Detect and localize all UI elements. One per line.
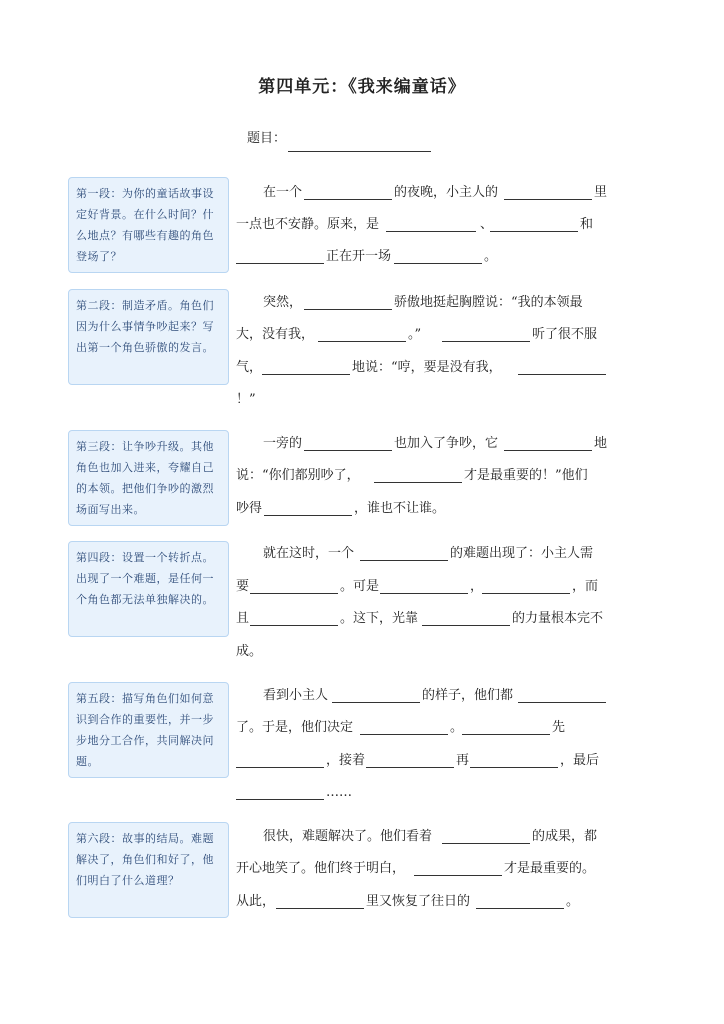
p4-line-3: [236, 606, 608, 632]
p4-line-1: [236, 541, 608, 567]
p5-blank-feeling[interactable]: [518, 702, 606, 703]
p4-text: 成。: [236, 644, 263, 659]
p2-text: 突然，: [263, 295, 303, 310]
p2-blank-claim[interactable]: [318, 341, 406, 342]
p3-text: 说：“你们都别吵了，: [236, 468, 360, 483]
p3-text: 才是最重要的！”他们: [464, 468, 588, 483]
p1-line-3: [236, 244, 608, 270]
p1-blank-role-1[interactable]: [386, 231, 476, 232]
p4-text: 就在这时，一个: [263, 546, 355, 561]
p2-text: ！”: [236, 392, 256, 407]
p1-line-2: [236, 212, 608, 238]
p4-line-2: [236, 574, 608, 600]
p5-line-2: [236, 715, 608, 741]
p1-blank-role-3[interactable]: [236, 263, 324, 264]
p2-text: 听了很不服: [532, 327, 598, 342]
p6-line-2: [236, 856, 608, 882]
p5-blank-state[interactable]: [332, 702, 420, 703]
p5-text: 先: [552, 720, 566, 735]
p2-blank-role-2[interactable]: [442, 341, 530, 342]
p2-text: 。”: [408, 327, 422, 342]
p2-text: 地说：“哼，要是没有我，: [352, 360, 502, 375]
hint-box-6: 第六段：故事的结局。难题解决了，角色们和好了，他们明白了什么道理？: [68, 822, 229, 918]
p5-blank-step-3[interactable]: [236, 799, 324, 800]
p4-blank-reason-2[interactable]: [482, 593, 570, 594]
p3-text: 一旁的: [263, 436, 303, 451]
p1-line-1: [236, 180, 608, 206]
p4-text: ，而: [572, 579, 599, 594]
p3-blank-role[interactable]: [304, 450, 392, 451]
p6-text: 。: [566, 894, 580, 909]
hint-box-4: 第四段：设置一个转折点。出现了一个难题，是任何一个角色都无法单独解决的。: [68, 541, 229, 637]
p1-text: 和: [580, 217, 594, 232]
p4-blank-role[interactable]: [422, 625, 510, 626]
p4-text: 的难题出现了：小主人需: [450, 546, 594, 561]
p6-text: 里又恢复了往日的: [366, 894, 471, 909]
hint-box-5: 第五段：描写角色们如何意识到合作的重要性，并一步步地分工合作，共同解决问题。: [68, 682, 229, 778]
p1-text: 在一个: [263, 185, 303, 200]
p6-blank-place[interactable]: [276, 908, 364, 909]
p4-text: 要: [236, 579, 250, 594]
page-title: 第四单元：《我来编童话》: [258, 77, 466, 97]
p3-blank-manner[interactable]: [504, 450, 592, 451]
p2-line-4: [236, 387, 608, 413]
hint-box-3: 第三段：让争吵升级。其他角色也加入进来，夸耀自己的本领。把他们争吵的激烈场面写出来。: [68, 430, 229, 526]
p1-blank-role-2[interactable]: [490, 231, 578, 232]
p4-text: 。可是: [340, 579, 380, 594]
p3-line-3: [236, 496, 608, 522]
p4-text: 。这下，光靠: [340, 611, 419, 626]
p6-line-1: [236, 824, 608, 850]
p5-blank-decision[interactable]: [360, 734, 448, 735]
p6-text: 从此，: [236, 894, 276, 909]
p4-line-4: [236, 639, 608, 665]
p3-line-1: [236, 431, 608, 457]
p2-text: 大，没有我，: [236, 327, 315, 342]
p1-blank-time[interactable]: [304, 199, 392, 200]
p4-blank-reason-1[interactable]: [380, 593, 468, 594]
p5-text: ，最后: [560, 753, 600, 768]
p6-blank-result[interactable]: [442, 843, 530, 844]
p5-blank-step-2[interactable]: [470, 767, 558, 768]
p1-blank-place[interactable]: [504, 199, 592, 200]
p6-text: 开心地笑了。他们终于明白，: [236, 861, 406, 876]
p1-text: 里: [594, 185, 608, 200]
p5-text: 了。于是，他们决定: [236, 720, 354, 735]
p5-blank-role-1[interactable]: [462, 734, 550, 735]
p5-text: ，接着: [326, 753, 366, 768]
p2-text: 气，: [236, 360, 263, 375]
p6-blank-lesson[interactable]: [414, 875, 502, 876]
p1-text: 、: [480, 217, 494, 232]
p2-blank-retort[interactable]: [518, 374, 606, 375]
p3-line-2: [236, 463, 608, 489]
p6-blank-state[interactable]: [476, 908, 564, 909]
p5-text: 再: [456, 753, 470, 768]
p4-text: ，: [470, 579, 484, 594]
p4-blank-need[interactable]: [250, 593, 338, 594]
p4-text: 的力量根本完不: [512, 611, 604, 626]
p1-blank-event[interactable]: [394, 263, 482, 264]
p2-text: 骄傲地挺起胸膛说：“我的本领最: [394, 295, 583, 310]
p6-text: 才是最重要的。: [504, 861, 596, 876]
p3-text: 吵得: [236, 501, 263, 516]
p5-blank-role-2[interactable]: [366, 767, 454, 768]
p4-blank-problem-type[interactable]: [360, 560, 448, 561]
p2-blank-role[interactable]: [304, 309, 392, 310]
hint-box-2: 第二段：制造矛盾。角色们因为什么事情争吵起来？写出第一个角色骄傲的发言。: [68, 289, 229, 385]
p5-text: ……: [326, 785, 352, 800]
p2-line-2: [236, 322, 608, 348]
p2-blank-manner[interactable]: [262, 374, 350, 375]
p3-text: 也加入了争吵，它: [394, 436, 499, 451]
p6-text: 很快，难题解决了。他们看着: [263, 829, 433, 844]
p4-text: 且: [236, 611, 250, 626]
p1-text: 的夜晚，小主人的: [394, 185, 499, 200]
p3-text: 地: [594, 436, 608, 451]
p6-line-3: [236, 889, 608, 915]
topic-label: 题目：: [247, 131, 287, 146]
p3-text: ，谁也不让谁。: [354, 501, 446, 516]
p4-blank-reason-3[interactable]: [250, 625, 338, 626]
p5-blank-step-1[interactable]: [236, 767, 324, 768]
p1-text: 。: [484, 249, 498, 264]
p5-line-3: [236, 748, 608, 774]
p2-line-1: [236, 290, 608, 316]
p3-blank-degree[interactable]: [264, 515, 352, 516]
p5-text: 。: [450, 720, 464, 735]
p1-text: 一点也不安静。原来，是: [236, 217, 380, 232]
p5-line-4: [236, 780, 608, 806]
p1-text: 正在开一场: [326, 249, 392, 264]
p3-blank-claim[interactable]: [374, 482, 462, 483]
hint-box-1: 第一段：为你的童话故事设定好背景。在什么时间？什么地点？有哪些有趣的角色登场了？: [68, 177, 229, 273]
topic-blank[interactable]: [288, 151, 431, 152]
p2-line-3: [236, 355, 608, 381]
p6-text: 的成果，都: [532, 829, 598, 844]
p5-line-1: [236, 683, 608, 709]
p5-text: 的样子，他们都: [422, 688, 514, 703]
p5-text: 看到小主人: [263, 688, 329, 703]
